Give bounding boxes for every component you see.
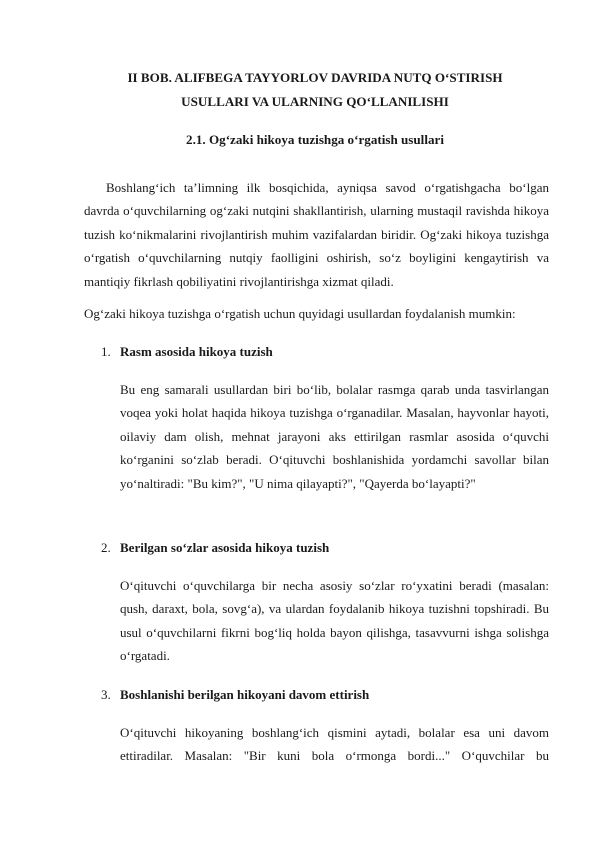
method-text-2: O‘qituvchi o‘quvchilarga bir necha asosiy so‘zlar ro‘yxatini beradi (masalan: qush, daraxt, bola, sovg‘a), va ulardan foydalanib hikoya tuzishni topshiradi. Bu usul o‘quvchilarni fikrni bog‘liq holda bayon qilishga, tasavvurni ishga solishga o‘rgatadi. [120,578,549,664]
section-title: 2.1. Og‘zaki hikoya tuzishga o‘rgatish usullari [186,132,444,147]
chapter-title-line-2: USULLARI VA ULARNING QO‘LLANILISHI [181,93,449,109]
method-title-2: Berilgan so‘zlar asosida hikoya tuzish [120,540,330,555]
method-text-1: Bu eng samarali usullardan biri bo‘lib, bolalar rasmga qarab unda tasvirlangan voqea yoki holat haqida hikoya tuzishga o‘rganadilar. Masalan, hayvonlar hayoti, oilaviy dam olish, mehnat jarayoni aks ettirilgan rasmlar asosida o‘quvchi ko‘rganini so‘zlab beradi. O‘qituvchi boshlanishida yordamchi savollar bilan yo‘naltiradi: "Bu kim?", "U nima qilayapti?", "Qayerda bo‘layapti?" [120,382,549,491]
intro-paragraph: Boshlang‘ich ta’limning ilk bosqichida, ayniqsa savod o‘rgatishgacha bo‘lgan davrda o‘quvchilarning og‘zaki nutqini shakllantirish, ularning mustaqil ravishda hikoya tuzish ko‘nikmalarini rivojlantirish muhim vazifalardan biridir. Og‘zaki hikoya tuzishga o‘rgatish o‘quvchilarning nutqiy faolligini oshirish, so‘z boyligini kengaytirish va mantiqiy fikrlash qobiliyatini rivojlantirishga xizmat qiladi. [84,180,549,289]
method-heading-1 [101,342,273,362]
method-text-3: O‘qituvchi hikoyaning boshlang‘ich qismini aytadi, bolalar esa uni davom ettiradilar. Masalan: "Bir kuni bola o‘rmonga bordi..." O‘quvchilar bu [120,725,549,764]
method-title-1: Rasm asosida hikoya tuzish [120,344,273,359]
method-number-3: 3. [101,687,111,702]
chapter-title [82,66,548,113]
chapter-title-line-1: II BOB. ALIFBEGA TAYYORLOV DAVRIDA NUTQ O‘STIRISH [127,70,503,85]
method-number-1: 1. [101,344,111,359]
method-heading-3 [101,685,369,705]
method-number-2: 2. [101,540,111,555]
method-heading-2 [101,538,329,558]
lead-paragraph: Og‘zaki hikoya tuzishga o‘rgatish uchun quyidagi usullardan foydalanish mumkin: [84,306,516,321]
method-title-3: Boshlanishi berilgan hikoyani davom ettirish [120,687,370,702]
